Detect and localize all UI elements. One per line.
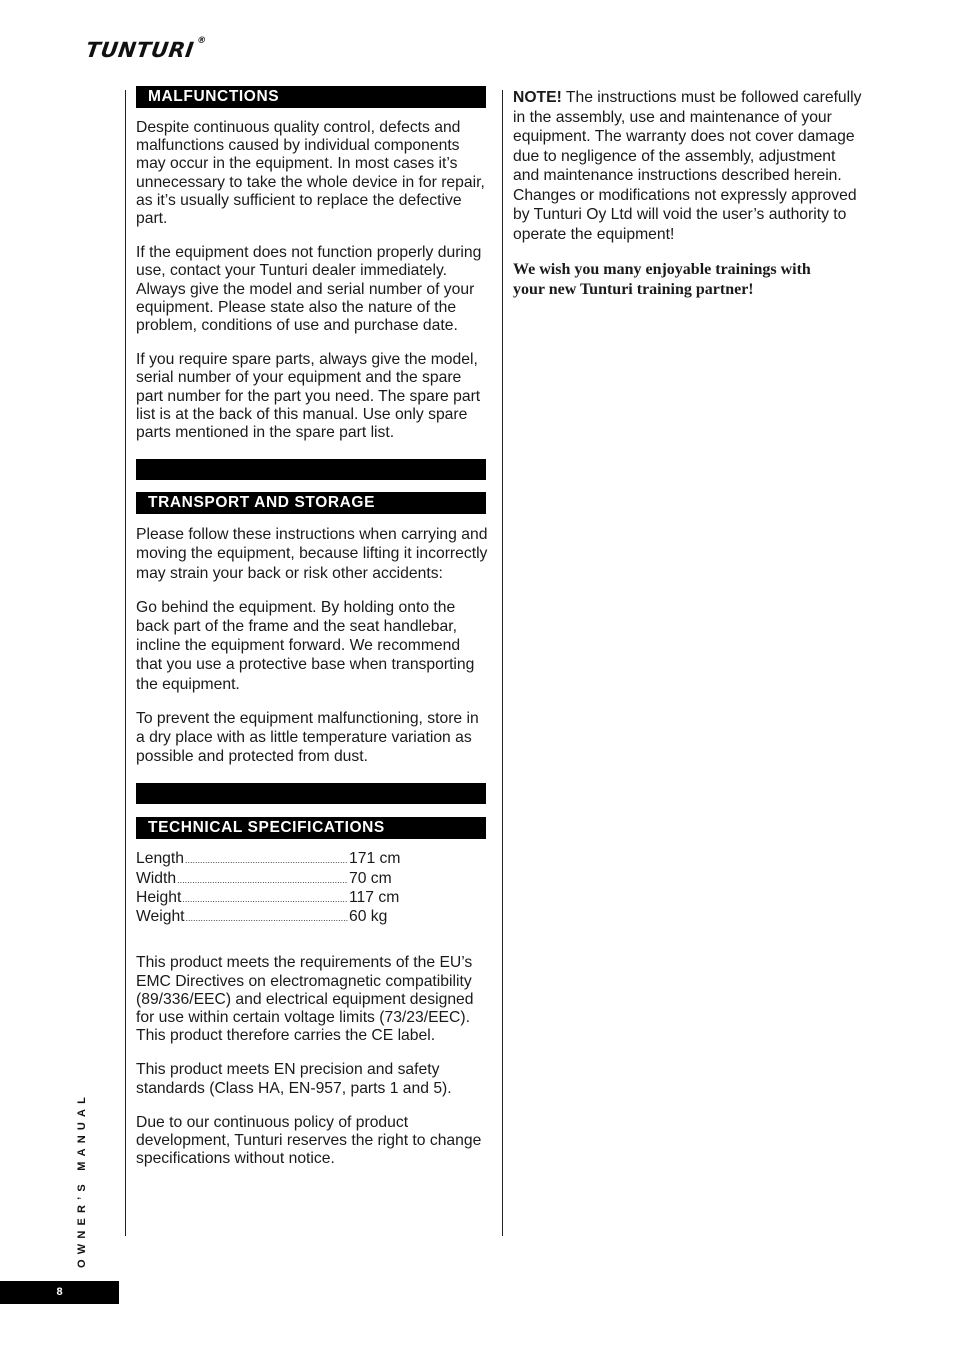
transport-paragraph-2: Go behind the equipment. By holding onto the back part of the frame and the seat handlebar, incline the equipment forward. We recommend that you use a protective base when transporting the equipment. <box>136 598 475 693</box>
spec-label: Weight <box>136 908 185 926</box>
spec-row-width <box>136 870 404 889</box>
spec-row-weight <box>136 908 404 927</box>
registered-mark: ® <box>196 36 208 46</box>
leader-dots <box>177 871 348 889</box>
spec-value: 117 cm <box>349 888 400 906</box>
tunturi-logo <box>84 38 207 62</box>
malfunctions-paragraph-3: If you require spare parts, always give the model, serial number of your equipment and the spare part number for the part you need. The spare part list is at the back of this manual. Use only spare parts mentioned in the spare part list. <box>136 351 481 442</box>
note-label: NOTE! <box>513 89 562 106</box>
logo-text: TUNTURI <box>84 38 196 62</box>
specs-paragraph-1: This product meets the requirements of the EU’s EMC Directives on electromagnetic compatibility (89/336/EEC) and electrical equipment designed for use within certain voltage limits (73/23/EEC). This product therefore carries the CE label. <box>136 954 474 1045</box>
spec-value: 70 cm <box>349 869 392 887</box>
section-divider-bar <box>136 783 486 804</box>
specs-table <box>136 850 488 927</box>
malfunctions-heading: MALFUNCTIONS <box>136 86 486 108</box>
closing-wish: We wish you many enjoyable trainings with your new Tunturi training partner! <box>513 261 811 298</box>
page-number: 8 <box>0 1281 119 1304</box>
left-column <box>136 86 488 1168</box>
transport-paragraph-3: To prevent the equipment malfunctioning, store in a dry place with as little temperature variation as possible and protected from dust. <box>136 709 479 766</box>
note-text: The instructions must be followed carefully in the assembly, use and maintenance of your equipment. The warranty does not cover damage due to negligence of the assembly, adjustment and maintenance instructions described herein. Changes or modifications not expressly approved by Tunturi Oy Ltd will void the user’s authority to operate the equipment! <box>513 89 862 243</box>
right-column <box>513 88 865 300</box>
leader-dots <box>182 890 348 908</box>
spec-row-height <box>136 889 404 908</box>
specs-paragraph-2: This product meets EN precision and safety standards (Class HA, EN-957, parts 1 and 5). <box>136 1061 452 1097</box>
section-divider-bar <box>136 459 486 480</box>
spec-label: Height <box>136 888 182 906</box>
specs-heading: TECHNICAL SPECIFICATIONS <box>136 817 486 839</box>
leader-dots <box>185 851 348 869</box>
spec-label: Width <box>136 869 177 887</box>
spec-row-length <box>136 850 404 869</box>
owners-manual-label: OWNER’S MANUAL <box>76 1091 88 1268</box>
transport-heading: TRANSPORT AND STORAGE <box>136 492 486 514</box>
spec-value: 60 kg <box>349 908 388 926</box>
malfunctions-paragraph-2: If the equipment does not function properly during use, contact your Tunturi dealer immediately. Always give the model and serial number of your equipment. Please state also the nature of the problem, conditions of use and purchase date. <box>136 244 482 335</box>
transport-paragraph-1: Please follow these instructions when carrying and moving the equipment, because lifting it incorrectly may strain your back or risk other accidents: <box>136 526 488 582</box>
center-column-rule <box>502 90 503 1236</box>
spec-value: 171 cm <box>349 850 401 868</box>
left-column-rule <box>125 90 126 1236</box>
leader-dots <box>186 909 348 927</box>
specs-paragraph-3: Due to our continuous policy of product development, Tunturi reserves the right to change specifications without notice. <box>136 1113 482 1168</box>
malfunctions-paragraph-1: Despite continuous quality control, defects and malfunctions caused by individual components may occur in the equipment. In most cases it’s unnecessary to take the whole device in for repair, as it’s usually sufficient to replace the defective part. <box>136 119 485 228</box>
note-paragraph <box>513 88 865 244</box>
spec-label: Length <box>136 850 184 868</box>
